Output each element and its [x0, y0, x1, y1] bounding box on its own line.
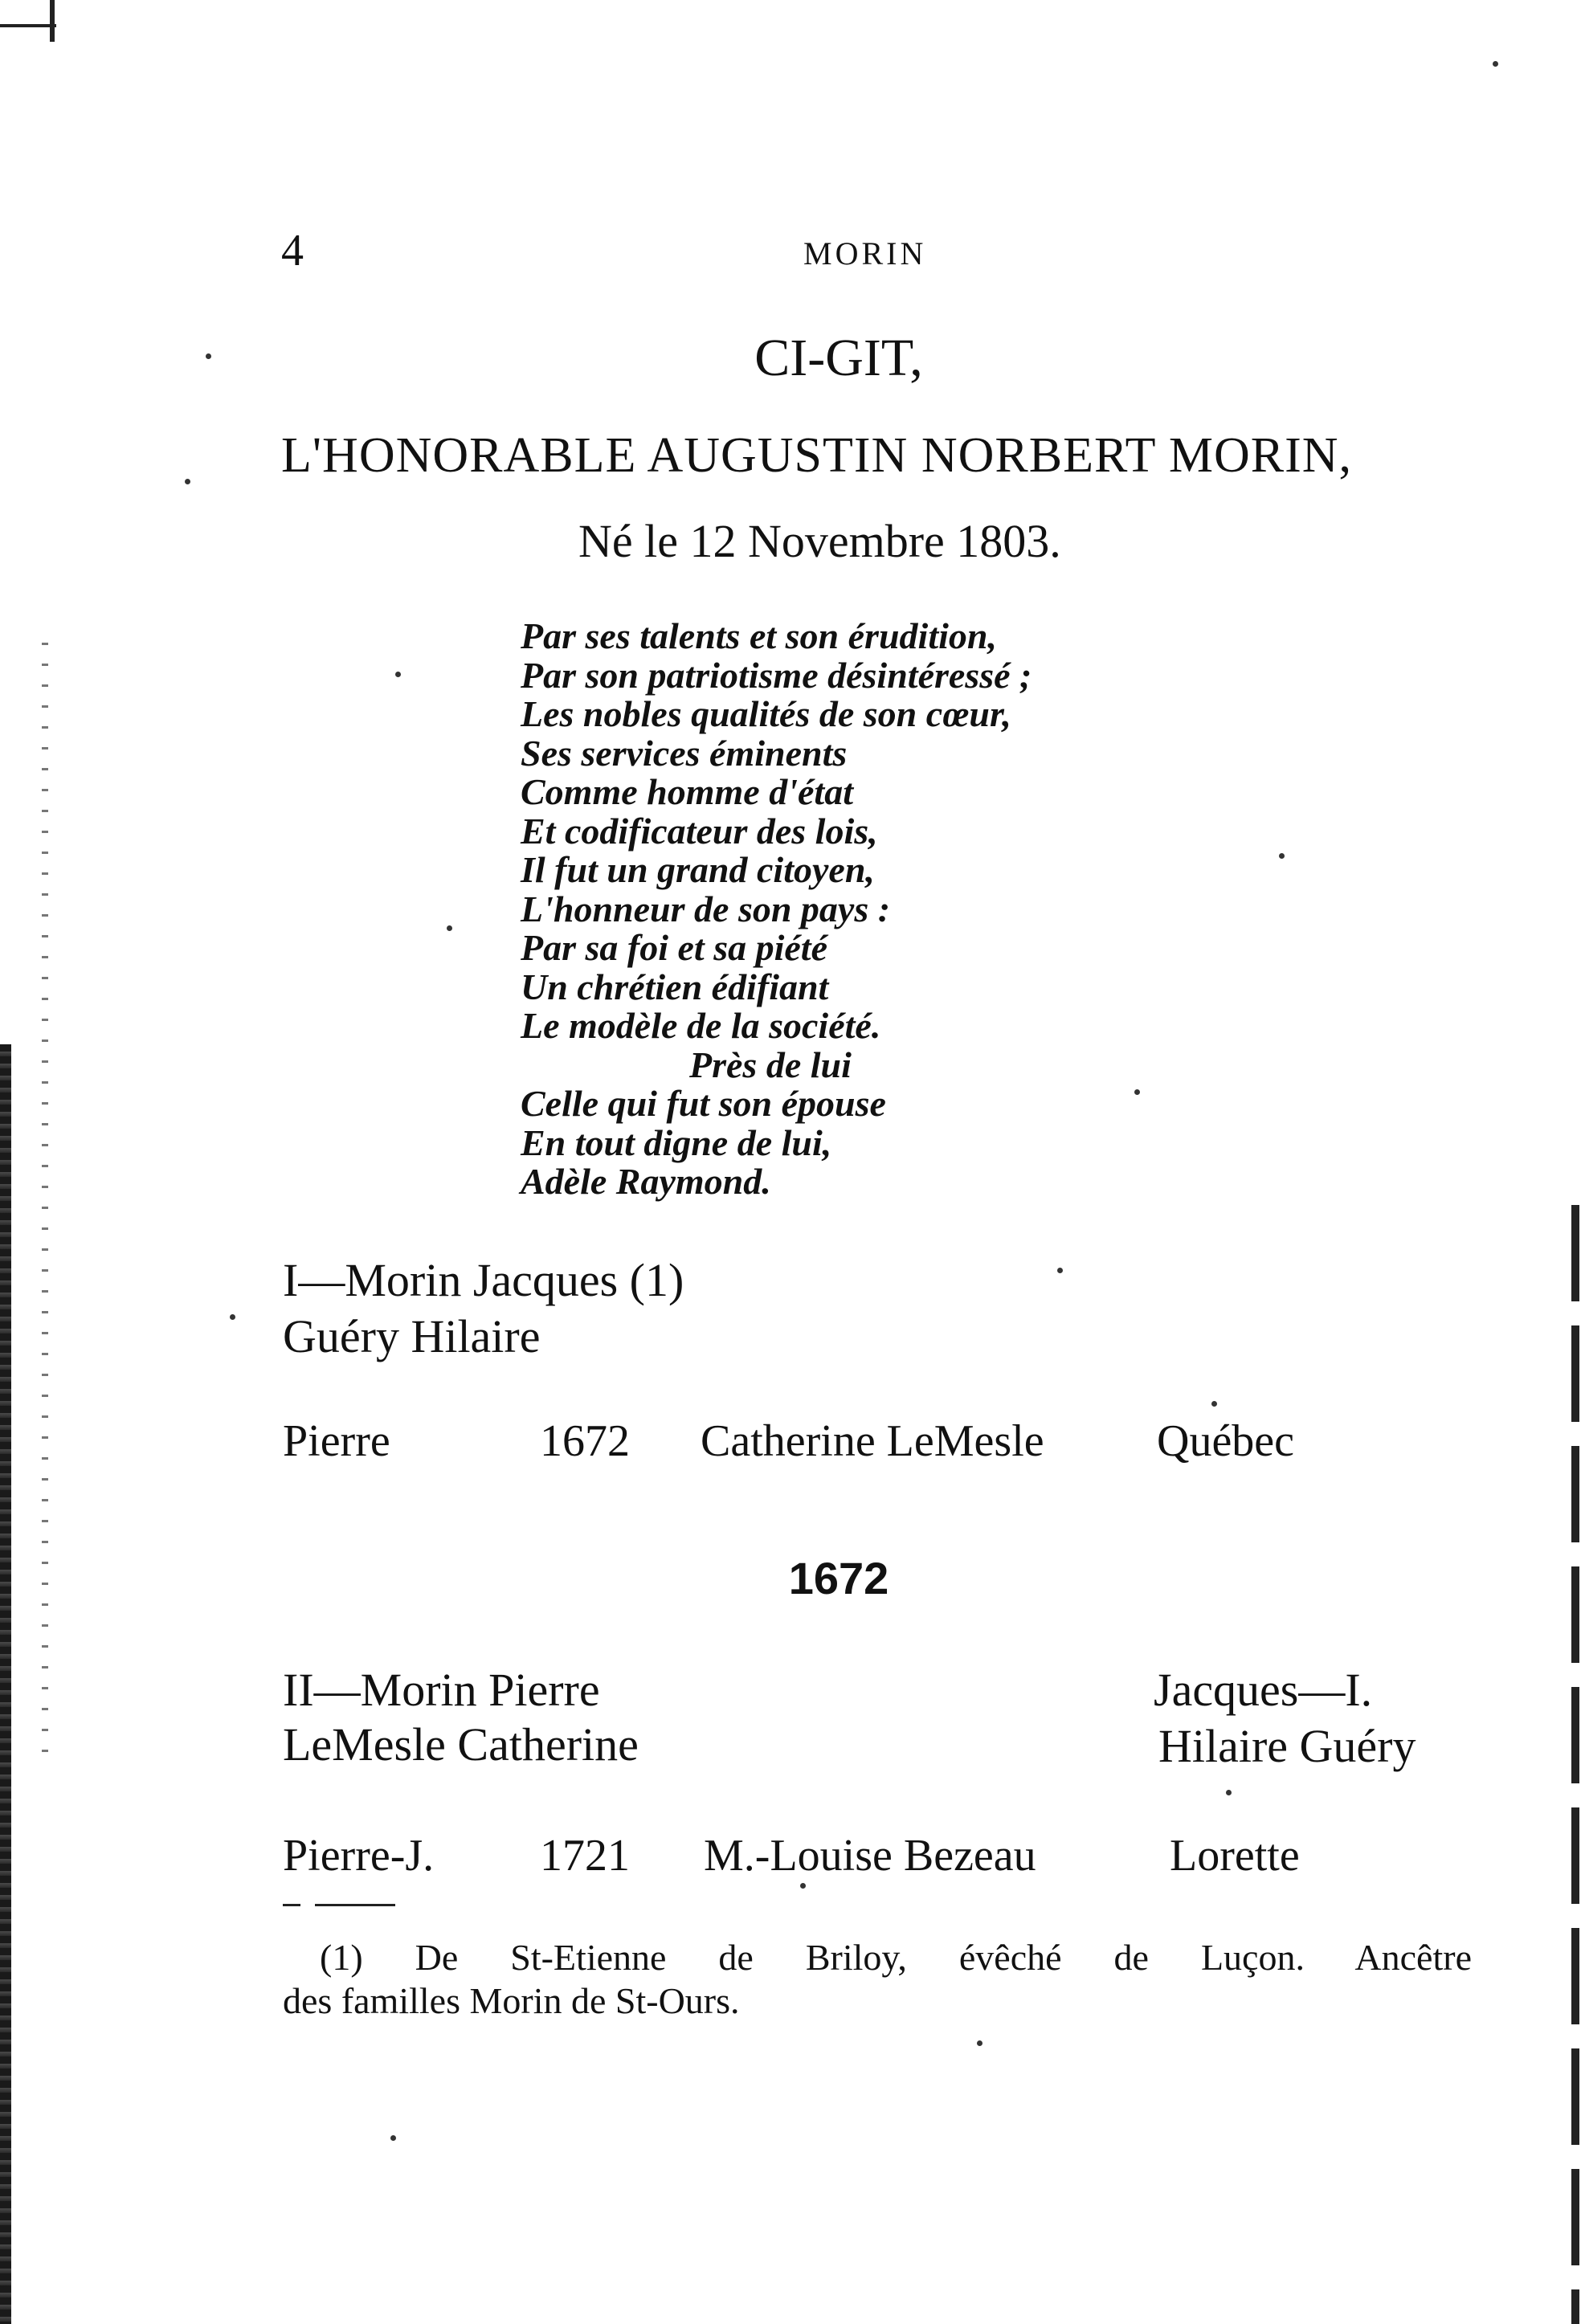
epitaph-line: Adèle Raymond.: [521, 1161, 771, 1202]
scan-speck: [1226, 1790, 1232, 1795]
epitaph-line: Un chrétien édifiant: [521, 966, 829, 1007]
scan-artifact-corner: [0, 24, 56, 27]
page-number: 4: [281, 226, 304, 276]
scan-speck: [1211, 1401, 1217, 1407]
epitaph-line: Ses services éminents: [521, 732, 848, 774]
gen2-mother-ref: Hilaire Guéry: [1158, 1720, 1416, 1772]
scan-speck: [390, 2135, 396, 2141]
scan-speck: [1134, 1089, 1140, 1095]
gen2-marriage-year: 1721: [540, 1831, 630, 1881]
running-head: MORIN: [803, 235, 927, 272]
scan-artifact-left-edge: [0, 1044, 11, 2324]
scan-speck: [1279, 853, 1285, 859]
scan-artifact-right-edge: [1571, 1205, 1579, 2324]
gen1-marriage-child: Pierre: [283, 1416, 390, 1466]
epitaph-line: Comme homme d'état: [521, 771, 853, 812]
epitaph-line: Les nobles qualités de son cœur,: [521, 693, 1011, 734]
gen1-marriage-place: Québec: [1157, 1416, 1295, 1466]
scan-speck: [1057, 1268, 1063, 1273]
epitaph-line: Il fut un grand citoyen,: [521, 849, 875, 890]
gen2-marriage-spouse: M.-Louise Bezeau: [704, 1831, 1036, 1881]
epitaph-line: Par ses talents et son érudition,: [521, 615, 997, 656]
gen1-wife: Guéry Hilaire: [283, 1310, 541, 1362]
gen2-marriage-child: Pierre-J.: [283, 1831, 435, 1881]
inscription-cigit: CI-GIT,: [754, 329, 923, 387]
gen1-marriage-spouse: Catherine LeMesle: [701, 1416, 1044, 1466]
epitaph-line: Et codificateur des lois,: [521, 810, 878, 852]
inscription-birth: Né le 12 Novembre 1803.: [578, 515, 1061, 567]
gen2-father-ref: Jacques—I.: [1154, 1664, 1373, 1716]
inscription-name: L'HONORABLE AUGUSTIN NORBERT MORIN,: [281, 428, 1353, 483]
epitaph-line: Le modèle de la société.: [521, 1005, 881, 1046]
gen1-husband: I—Morin Jacques (1): [283, 1254, 684, 1306]
footnote-line: des familles Morin de St-Ours.: [283, 1980, 740, 2021]
gen2-marriage-place: Lorette: [1170, 1831, 1300, 1881]
epitaph-line: Par sa foi et sa piété: [521, 927, 827, 968]
scan-speck: [800, 1883, 806, 1889]
footnote-line: (1) De St-Etienne de Briloy, évêché de Luçon. Ancêtre: [320, 1937, 1472, 1978]
section-year-heading: 1672: [788, 1553, 889, 1603]
epitaph-line: L'honneur de son pays :: [521, 888, 891, 929]
scan-artifact-corner-vertical: [50, 0, 55, 42]
gen2-husband: II—Morin Pierre: [283, 1664, 600, 1716]
footnote-rule: [283, 1904, 395, 1906]
scan-speck: [185, 479, 190, 484]
scan-speck: [395, 672, 401, 677]
gen1-marriage-year: 1672: [540, 1416, 630, 1466]
footnote: [283, 1936, 1472, 2023]
scan-speck: [447, 925, 452, 931]
epitaph-line: Celle qui fut son épouse: [521, 1083, 886, 1124]
epitaph: [521, 617, 1032, 1202]
epitaph-line: Par son patriotisme désintéressé ;: [521, 654, 1032, 696]
gen2-wife: LeMesle Catherine: [283, 1718, 639, 1771]
scan-speck: [230, 1314, 235, 1320]
scan-speck: [977, 2040, 983, 2046]
epitaph-line: En tout digne de lui,: [521, 1121, 832, 1163]
scan-speck: [1493, 61, 1498, 67]
epitaph-line: Près de lui: [689, 1044, 852, 1085]
